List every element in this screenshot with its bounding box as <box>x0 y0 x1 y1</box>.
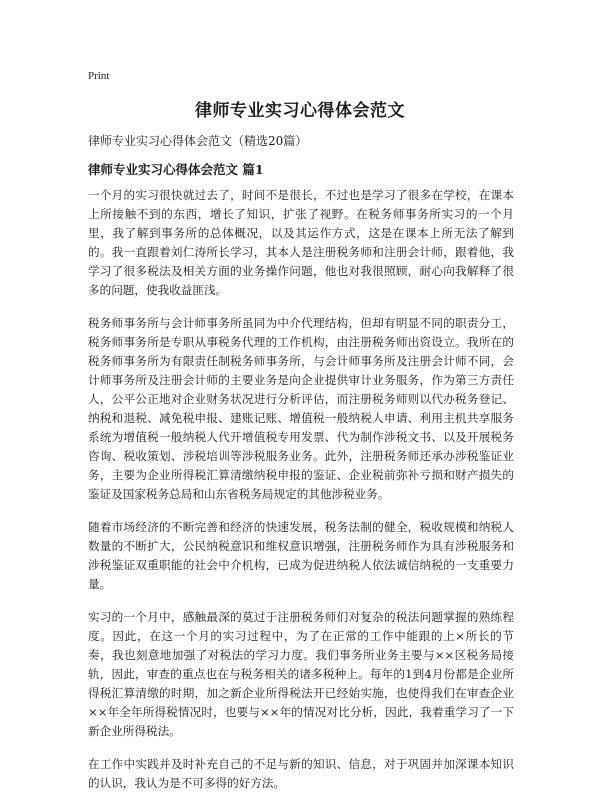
paragraph: 实习的一个月中，感触最深的莫过于注册税务师们对复杂的税法问题掌握的熟练程度。因此，在这一个月的实习过程中，为了在正常的工作中能跟的上×所长的节奏，我也刻意地加强了对税法的学习力度。我们事务所业务主要与××区税务局接轨，因此，审查的重点也在与税务相关的诸多税种上。每年的1到4月份都是企业所得税汇算清缴的时期，加之新企业所得税法开已经始实施，也使得我们在审查企业××年全年所得税情况时，也要与××年的情况对比分析，因此，我着重学习了一下新企业所得税法。 <box>88 610 514 738</box>
article-body <box>88 186 514 807</box>
section-heading: 律师专业实习心得体会范文 篇1 <box>88 162 264 177</box>
document-subtitle: 律师专业实习心得体会范文（精选20篇） <box>88 134 308 148</box>
paragraph: 在工作中实践并及时补充自己的不足与新的知识、信息，对于巩固并加深课本知识的认识，我认为是不可多得的好方法。 <box>88 757 514 790</box>
paragraph: 税务师事务所与会计师事务所虽同为中介代理结构，但却有明显不同的职责分工，税务师事务所是专职从事税务代理的工作机构，由注册税务师出资设立。我所在的税务师事务所为有限责任制税务师事务所，与会计师事务所及注册会计师不同，会计师事务所及注册会计师的主要业务是向企业提供审计业务服务，作为第三方责任人，公平公正地对企业财务状况进行分析评估，而注册税务师则以代办税务登记、纳税和退税、减免税申报、建账记账、增值税一般纳税人申请、利用主机共享服务系统为增值税一般纳税人代开增值税专用发票、代为制作涉税文书、以及开展税务咨询、税收策划、涉税培训等涉税服务业务。此外，注册税务师还承办涉税鉴证业务，主要为企业所得税汇算清缴纳税申报的鉴证、企业税前弥补亏损和财产损失的鉴证及国家税务总局和山东省税务局规定的其他涉税业务。 <box>88 316 514 501</box>
document-title: 律师专业实习心得体会范文 <box>195 101 405 121</box>
paragraph: 随着市场经济的不断完善和经济的快速发展，税务法制的健全，税收规模和纳税人数量的不断扩大，公民纳税意识和维权意识增强，注册税务师作为具有涉税服务和涉税鉴证双重职能的社会中介机构，已成为促进纳税人依法诚信纳税的一支重要力量。 <box>88 520 514 591</box>
print-label[interactable]: Print <box>88 70 110 82</box>
paragraph: 一个月的实习很快就过去了，时间不是很长，不过也是学习了很多在学校，在课本上所接触不到的东西，增长了知识，扩张了视野。在税务师事务所实习的一个月里，我了解到事务所的总体概况，以及其运作方式，这是在课本上所无法了解到的。我一直跟着刘仁涛所长学习，其本人是注册税务师和注册会计师，跟着他，我学习了很多税法及相关方面的业务操作问题，他也对我很照顾，耐心向我解释了很多的问题，使我收益匪浅。 <box>88 188 514 297</box>
